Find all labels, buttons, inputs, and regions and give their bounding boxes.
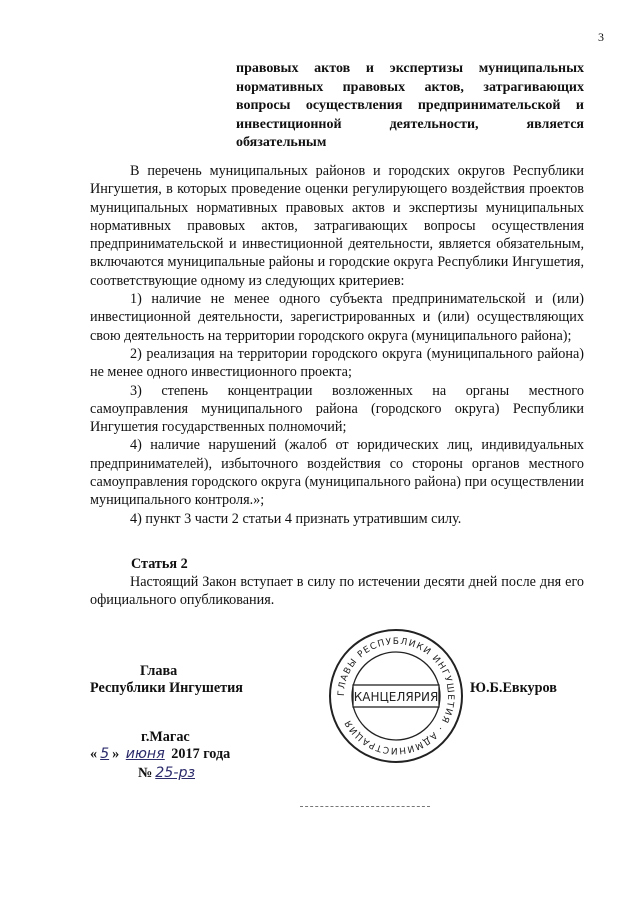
date-open-quote: « xyxy=(90,746,98,762)
heading-line: обязательным xyxy=(236,135,327,151)
date-day: 5 xyxy=(100,746,110,762)
city: г.Магас xyxy=(141,729,190,745)
law-number xyxy=(138,765,198,782)
official-stamp-seal xyxy=(326,626,466,766)
date-close-quote: » xyxy=(112,746,120,762)
date-month: июня xyxy=(125,746,165,762)
date-year: 2017 года xyxy=(171,746,231,762)
paragraph-criterion-2: 2) реализация на территории городского округа (муниципального района) не менее одного инвестиционного проекта; xyxy=(90,345,584,381)
paragraph-intro: В перечень муниципальных районов и городских округов Республики Ингушетия, в которых проведение оценки регулирующего воздействия проектов муниципальных нормативных правовых актов и экспертизы муниципальных нормативных правовых актов, затрагивающих вопросы осуществления предпринимательской и инвестиционной деятельности, является обязательным, включаются муниципальные районы и городские округа Республики Ингушетия, соответствующие одному из следующих критериев: xyxy=(90,163,584,289)
heading-line: нормативных правовых актов, затрагивающих xyxy=(236,79,584,95)
heading-line: правовых актов и экспертизы муниципальных xyxy=(236,61,584,76)
number-prefix: № xyxy=(138,765,153,781)
signatory-title: Глава xyxy=(140,663,178,679)
signature-line xyxy=(300,806,430,807)
signatory-region: Республики Ингушетия xyxy=(90,680,243,696)
signing-date xyxy=(90,746,230,763)
stamp-center-text: КАНЦЕЛЯРИЯ xyxy=(353,690,439,704)
number-value: 25-рз xyxy=(155,765,195,781)
signatory-name: Ю.Б.Евкуров xyxy=(470,680,557,696)
heading-line: вопросы осуществления предпринимательской и xyxy=(236,98,584,114)
heading-line: инвестиционной деятельности, является xyxy=(236,116,584,132)
page-number: 3 xyxy=(598,30,604,44)
paragraph-criterion-1: 1) наличие не менее одного субъекта предпринимательской и (или) инвестиционной деятельности, зарегистрированных и (или) осуществляющих свою деятельность на территории городского округа (муниципального района); xyxy=(90,291,584,344)
law-body xyxy=(90,162,584,528)
paragraph-criterion-3: 3) степень концентрации возложенных на органы местного самоуправления муниципального района (городского округа) Республики Ингушетия государственных полномочий; xyxy=(90,382,584,436)
law-heading xyxy=(236,60,584,153)
article-paragraph: Настоящий Закон вступает в силу по истечении десяти дней после дня его официального опубликования. xyxy=(90,574,584,609)
article-title: Статья 2 xyxy=(131,556,188,572)
paragraph-item-4: 4) пункт 3 части 2 статьи 4 признать утратившим силу. xyxy=(130,510,462,527)
article-text xyxy=(90,573,584,610)
paragraph-criterion-4: 4) наличие нарушений (жалоб от юридических лиц, индивидуальных предпринимателей), избыточного воздействия со стороны органов местного самоуправления городского округа (муниципального района) при осуществлении муниципального контроля.»; xyxy=(90,437,584,509)
stamp-ring-text: ГЛАВЫ РЕСПУБЛИКИ ИНГУШЕТИЯ · АДМИНИСТРАЦИЯ xyxy=(336,636,456,756)
